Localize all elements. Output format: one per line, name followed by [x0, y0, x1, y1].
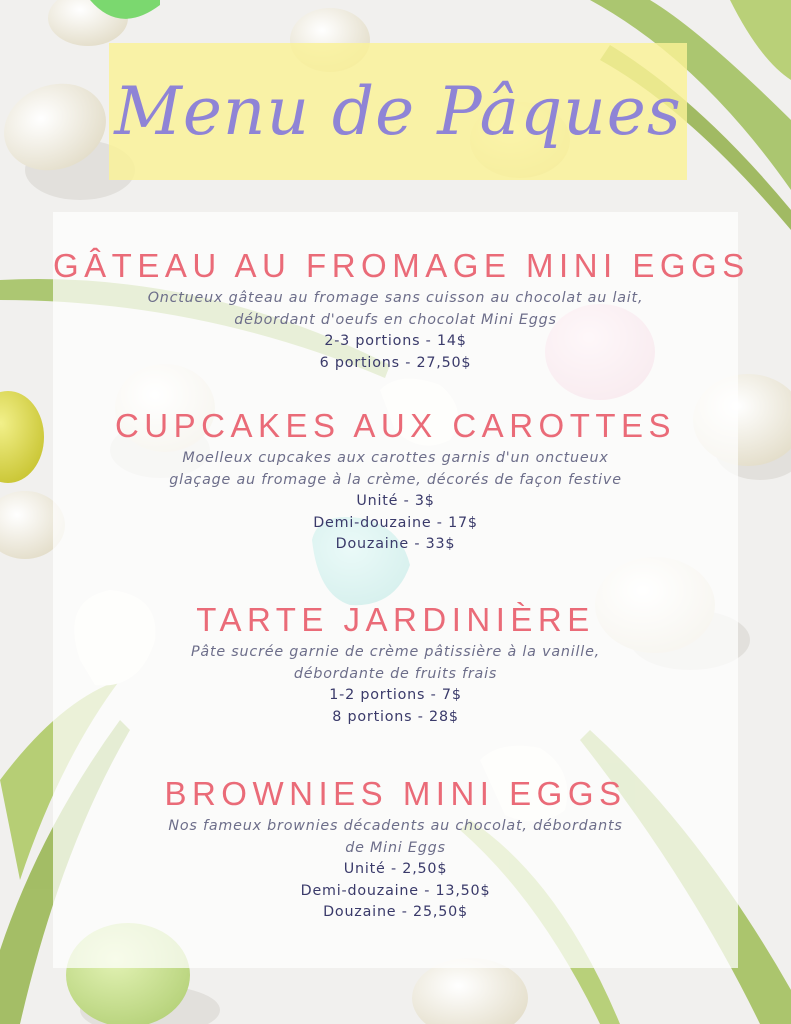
item-price: 2-3 portions - 14$	[324, 333, 467, 349]
item-description-line: débordant d'oeufs en chocolat Mini Eggs	[234, 312, 557, 328]
item-description-line: Onctueux gâteau au fromage sans cuisson au chocolat au lait,	[147, 290, 644, 306]
title-banner	[109, 43, 687, 180]
item-price: Demi-douzaine - 17$	[313, 514, 478, 531]
item-description-line: Nos fameux brownies décadents au chocolat, débordants	[168, 818, 623, 834]
item-price: 6 portions - 27,50$	[319, 354, 472, 371]
menu-item	[53, 601, 738, 728]
item-description	[76, 641, 716, 685]
menu-item	[53, 775, 738, 924]
item-price: Unité - 3$	[356, 493, 435, 509]
item-description	[76, 287, 716, 331]
item-price: 8 portions - 28$	[332, 708, 459, 725]
menu-item	[53, 247, 750, 374]
item-name: GÂTEAU AU FROMAGE MINI EGGS	[53, 247, 750, 284]
item-description-line: glaçage au fromage à la crème, décorés de façon festive	[169, 472, 622, 488]
item-description	[76, 815, 716, 859]
item-name: CUPCAKES AUX CAROTTES	[114, 407, 677, 444]
item-price: Unité - 2,50$	[343, 861, 448, 877]
item-price: Douzaine - 25,50$	[323, 904, 468, 920]
menu-item	[53, 407, 738, 556]
item-description-line: débordante de fruits frais	[293, 666, 498, 682]
item-name: BROWNIES MINI EGGS	[164, 775, 627, 812]
page-title: Menu de Pâques	[114, 73, 682, 150]
egg-yellow-icon	[0, 391, 44, 483]
item-name: TARTE JARDINIÈRE	[196, 601, 595, 638]
item-description	[76, 447, 716, 491]
item-price: 1-2 portions - 7$	[329, 687, 462, 703]
item-price: Douzaine - 33$	[335, 536, 456, 552]
item-description-line: Moelleux cupcakes aux carottes garnis d'un onctueux	[182, 450, 609, 466]
item-description-line: de Mini Eggs	[345, 840, 446, 856]
item-description-line: Pâte sucrée garnie de crème pâtissière à la vanille,	[190, 644, 601, 660]
item-price: Demi-douzaine - 13,50$	[300, 882, 491, 899]
